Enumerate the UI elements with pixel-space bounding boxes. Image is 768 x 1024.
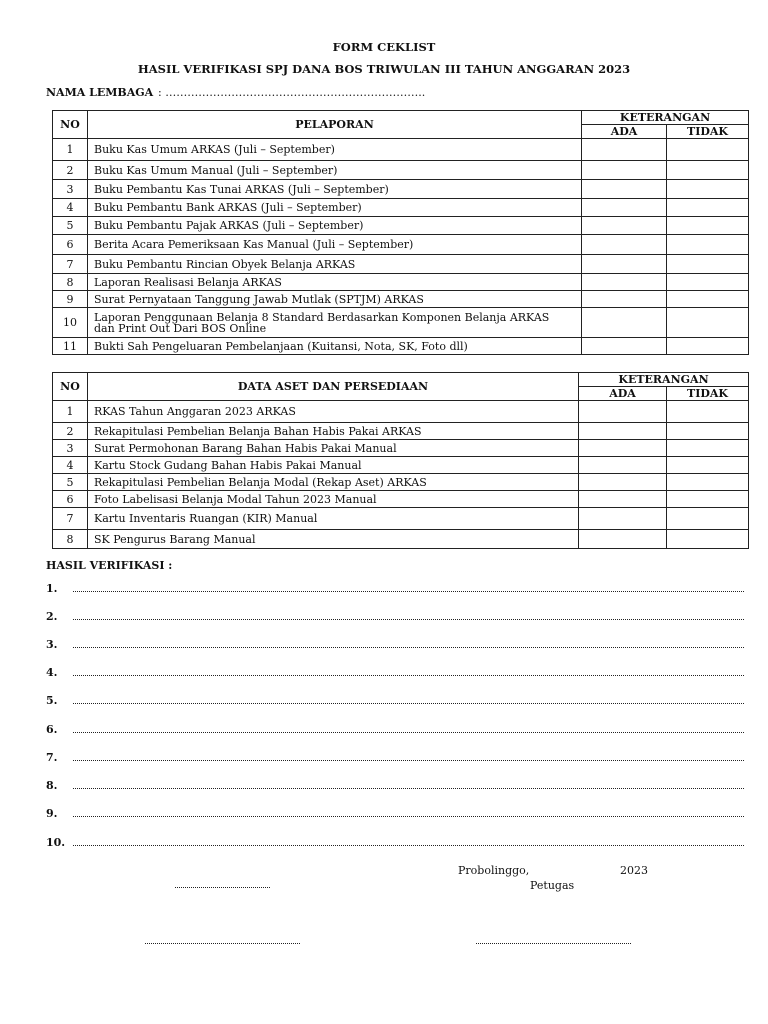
row-number: 7: [53, 508, 88, 530]
dotted-fill-line[interactable]: [73, 732, 744, 733]
ada-cell[interactable]: [582, 291, 667, 308]
tidak-cell[interactable]: [667, 508, 749, 530]
row-text: Berita Acara Pemeriksaan Kas Manual (Juli – September): [88, 235, 582, 255]
left-name-dotted-line[interactable]: [175, 886, 270, 888]
tidak-cell[interactable]: [667, 199, 749, 217]
row-number: 9: [53, 291, 88, 308]
table-row: [53, 508, 749, 530]
row-number: 7: [53, 255, 88, 274]
row-text: Kartu Inventaris Ruangan (KIR) Manual: [88, 508, 579, 530]
row-number: 5: [53, 217, 88, 235]
tidak-cell[interactable]: [667, 338, 749, 355]
col-header-tidak: TIDAK: [667, 125, 749, 139]
dotted-fill-line[interactable]: [73, 788, 744, 789]
table-row: [53, 474, 749, 491]
table-row: [53, 180, 749, 199]
tidak-cell[interactable]: [667, 255, 749, 274]
row-text: Rekapitulasi Pembelian Belanja Modal (Rekap Aset) ARKAS: [88, 474, 579, 491]
ada-cell[interactable]: [579, 457, 667, 474]
row-number: 10: [53, 308, 88, 338]
ada-cell[interactable]: [579, 491, 667, 508]
row-text: SK Pengurus Barang Manual: [88, 530, 579, 549]
tidak-cell[interactable]: [667, 217, 749, 235]
row-text: [88, 308, 582, 338]
right-signature-dotted-line[interactable]: [476, 942, 631, 944]
line-number: 6.: [46, 723, 58, 736]
line-number: 7.: [46, 751, 58, 764]
table-row: [53, 139, 749, 161]
ada-cell[interactable]: [579, 530, 667, 549]
verification-line: [46, 723, 748, 737]
table-row: [53, 530, 749, 549]
ada-cell[interactable]: [582, 338, 667, 355]
row-text: Surat Pernyataan Tanggung Jawab Mutlak (SPTJM) ARKAS: [88, 291, 582, 308]
ada-cell[interactable]: [582, 235, 667, 255]
verification-line: [46, 751, 748, 765]
row-text: Buku Kas Umum Manual (Juli – September): [88, 161, 582, 180]
col-header-pelaporan: PELAPORAN: [88, 111, 582, 139]
nama-lembaga-value: : ……………………………………………………………..: [158, 86, 426, 99]
table-row: [53, 199, 749, 217]
ada-cell[interactable]: [579, 440, 667, 457]
table-row: [53, 161, 749, 180]
tidak-cell[interactable]: [667, 180, 749, 199]
table-row: [53, 255, 749, 274]
ada-cell[interactable]: [582, 180, 667, 199]
line-number: 8.: [46, 779, 58, 792]
table-row: [53, 308, 749, 338]
row-number: 6: [53, 235, 88, 255]
ada-cell[interactable]: [582, 255, 667, 274]
form-subtitle: HASIL VERIFIKASI SPJ DANA BOS TRIWULAN III TAHUN ANGGARAN 2023: [137, 62, 631, 76]
row-number: 2: [53, 161, 88, 180]
row-text-line1: Laporan Penggunaan Belanja 8 Standard Berdasarkan Komponen Belanja ARKAS: [94, 310, 550, 324]
line-number: 1.: [46, 582, 58, 595]
row-text: Surat Permohonan Barang Bahan Habis Pakai Manual: [88, 440, 579, 457]
col-header-no: NO: [53, 373, 88, 401]
verification-line: [46, 694, 748, 708]
tidak-cell[interactable]: [667, 161, 749, 180]
table-row: [53, 274, 749, 291]
dotted-fill-line[interactable]: [73, 816, 744, 817]
col-header-tidak: TIDAK: [667, 387, 749, 401]
table-row: [53, 401, 749, 423]
dotted-fill-line[interactable]: [73, 591, 744, 592]
ada-cell[interactable]: [579, 423, 667, 440]
left-signature-dotted-line[interactable]: [145, 942, 300, 944]
dotted-fill-line[interactable]: [73, 703, 744, 704]
nama-lembaga-row: [46, 86, 425, 99]
dotted-fill-line[interactable]: [73, 675, 744, 676]
dotted-fill-line[interactable]: [73, 845, 744, 846]
tidak-cell[interactable]: [667, 423, 749, 440]
tidak-cell[interactable]: [667, 139, 749, 161]
line-number: 2.: [46, 610, 58, 623]
verification-line: [46, 836, 748, 850]
aset-persediaan-table: [52, 372, 749, 549]
table-row: [53, 217, 749, 235]
ada-cell[interactable]: [582, 274, 667, 291]
row-number: 5: [53, 474, 88, 491]
row-text: Rekapitulasi Pembelian Belanja Bahan Habis Pakai ARKAS: [88, 423, 579, 440]
row-text: Buku Pembantu Bank ARKAS (Juli – September): [88, 199, 582, 217]
signature-place: Probolinggo,: [458, 864, 530, 877]
row-text: Bukti Sah Pengeluaran Pembelanjaan (Kuitansi, Nota, SK, Foto dll): [88, 338, 582, 355]
row-number: 4: [53, 199, 88, 217]
line-number: 4.: [46, 666, 58, 679]
col-header-data-aset: DATA ASET DAN PERSEDIAAN: [88, 373, 579, 401]
verification-line: [46, 779, 748, 793]
col-header-ada: ADA: [579, 387, 667, 401]
table-row: [53, 291, 749, 308]
tidak-cell[interactable]: [667, 457, 749, 474]
verification-line: [46, 638, 748, 652]
row-text: Buku Pembantu Kas Tunai ARKAS (Juli – September): [88, 180, 582, 199]
table-row: [53, 235, 749, 255]
row-text: Buku Pembantu Pajak ARKAS (Juli – September): [88, 217, 582, 235]
table-row: [53, 423, 749, 440]
row-text: Buku Pembantu Rincian Obyek Belanja ARKAS: [88, 255, 582, 274]
verification-line: [46, 582, 748, 596]
row-number: 11: [53, 338, 88, 355]
tidak-cell[interactable]: [667, 530, 749, 549]
row-number: 2: [53, 423, 88, 440]
hasil-verifikasi-label: HASIL VERIFIKASI :: [46, 559, 173, 572]
line-number: 9.: [46, 807, 58, 820]
row-text: RKAS Tahun Anggaran 2023 ARKAS: [88, 401, 579, 423]
table-row: [53, 491, 749, 508]
row-text: Foto Labelisasi Belanja Modal Tahun 2023 Manual: [88, 491, 579, 508]
petugas-label: Petugas: [530, 879, 575, 892]
ada-cell[interactable]: [579, 508, 667, 530]
tidak-cell[interactable]: [667, 235, 749, 255]
dotted-fill-line[interactable]: [73, 619, 744, 620]
signature-year: 2023: [620, 864, 648, 877]
line-number: 10.: [46, 836, 66, 849]
verification-line: [46, 610, 748, 624]
row-number: 8: [53, 274, 88, 291]
row-number: 6: [53, 491, 88, 508]
row-number: 8: [53, 530, 88, 549]
verification-line: [46, 807, 748, 821]
tidak-cell[interactable]: [667, 491, 749, 508]
table-row: [53, 457, 749, 474]
ada-cell[interactable]: [579, 401, 667, 423]
ada-cell[interactable]: [579, 474, 667, 491]
row-number: 1: [53, 139, 88, 161]
verification-line: [46, 666, 748, 680]
form-title: FORM CEKLIST: [332, 40, 436, 54]
col-header-keterangan: KETERANGAN: [582, 111, 749, 125]
tidak-cell[interactable]: [667, 274, 749, 291]
tidak-cell[interactable]: [667, 440, 749, 457]
row-number: 3: [53, 180, 88, 199]
dotted-fill-line[interactable]: [73, 760, 744, 761]
tidak-cell[interactable]: [667, 474, 749, 491]
col-header-keterangan: KETERANGAN: [579, 373, 749, 387]
ada-cell[interactable]: [582, 199, 667, 217]
table-row: [53, 338, 749, 355]
tidak-cell[interactable]: [667, 291, 749, 308]
col-header-ada: ADA: [582, 125, 667, 139]
row-text-line2: dan Print Out Dari BOS Online: [94, 321, 267, 335]
tidak-cell[interactable]: [667, 308, 749, 338]
tidak-cell[interactable]: [667, 401, 749, 423]
row-number: 4: [53, 457, 88, 474]
row-number: 3: [53, 440, 88, 457]
ada-cell[interactable]: [582, 308, 667, 338]
col-header-no: NO: [53, 111, 88, 139]
dotted-fill-line[interactable]: [73, 647, 744, 648]
table-row: [53, 440, 749, 457]
ada-cell[interactable]: [582, 217, 667, 235]
row-text: Laporan Realisasi Belanja ARKAS: [88, 274, 582, 291]
ada-cell[interactable]: [582, 139, 667, 161]
line-number: 3.: [46, 638, 58, 651]
row-text: Kartu Stock Gudang Bahan Habis Pakai Manual: [88, 457, 579, 474]
ada-cell[interactable]: [582, 161, 667, 180]
row-number: 1: [53, 401, 88, 423]
nama-lembaga-label: NAMA LEMBAGA: [46, 86, 154, 99]
pelaporan-table: [52, 110, 749, 355]
row-text: Buku Kas Umum ARKAS (Juli – September): [88, 139, 582, 161]
line-number: 5.: [46, 694, 58, 707]
